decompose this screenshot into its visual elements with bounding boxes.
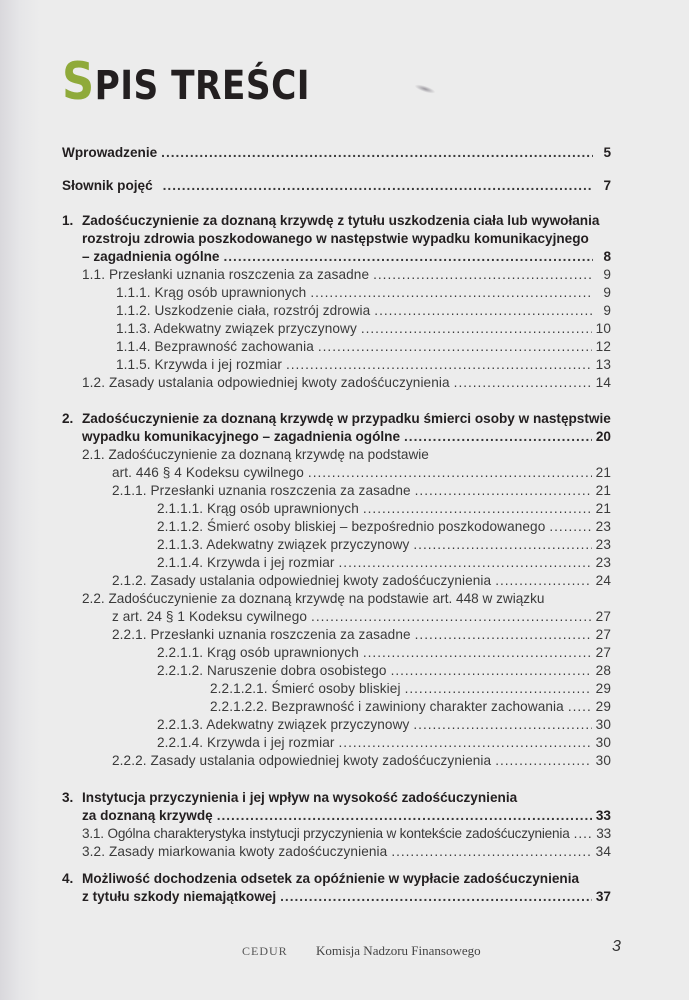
toc-entry-glossary[interactable] [62,177,611,195]
toc-label: 2.2.1.1. Krąg osób uprawnionych [157,645,359,660]
toc-label: art. 446 § 4 Kodeksu cywilnego [112,465,304,480]
toc-entry-2-2-1-2[interactable] [157,662,611,680]
toc-label: 2.2.1.3. Adekwatny związek przyczynowy [157,717,410,732]
toc-chapter-2-heading[interactable] [62,410,611,428]
toc-page: 30 [595,717,611,732]
toc-page: 29 [595,699,611,714]
leader-dots [374,302,593,320]
toc-label: 1.1. Przesłanki uznania roszczenia za zasadne [82,267,370,282]
toc-page: 37 [595,889,611,904]
toc-page: 30 [595,735,611,750]
toc-entry-chapter-2[interactable] [82,428,611,446]
leader-dots [217,807,592,825]
scan-edge-shadow [0,0,40,1000]
toc-entry-1-1-1[interactable] [116,284,611,302]
toc-page: 33 [596,826,611,841]
toc-entry-1-2[interactable] [82,374,611,392]
toc-label: 3.2. Zasady miarkowania kwoty zadośćuczynienia [82,844,388,859]
toc-chapter-1-line-2[interactable] [82,230,589,248]
leader-dots [310,284,593,302]
toc-label: z tytułu szkody niemajątkowej [82,889,277,904]
leader-dots [339,734,592,752]
toc-page: 23 [595,519,611,534]
leader-dots [495,572,591,590]
toc-entry-2-1-heading[interactable] [82,446,429,464]
toc-label: 1.1.1. Krąg osób uprawnionych [116,285,307,300]
leader-dots [308,464,592,482]
leader-dots [280,888,592,906]
toc-label: 1.1.5. Krzywda i jej rozmiar [116,357,282,372]
toc-label: 1.2. Zasady ustalania odpowiedniej kwoty zadośćuczynienia [82,375,450,390]
leader-dots [373,266,593,284]
toc-line: Możliwość dochodzenia odsetek za opóźnienie w wypłacie zadośćuczynienia [82,871,580,886]
toc-label: 2.1.1. Przesłanki uznania roszczenia za zasadne [112,483,411,498]
leader-dots [549,518,591,536]
toc-label: 2.2.2. Zasady ustalania odpowiedniej kwoty zadośćuczynienia [112,753,492,768]
leader-dots [318,338,592,356]
toc-page: 30 [595,753,611,768]
toc-entry-2-2-1-2-1[interactable] [210,680,611,698]
toc-entry-2-2-1-3[interactable] [157,716,611,734]
leader-dots [161,144,593,162]
toc-entry-2-1-1-3[interactable] [157,536,611,554]
toc-line: 2.2. Zadośćuczynienie za doznaną krzywdę na podstawie art. 448 w związku [82,591,545,606]
toc-page: 14 [595,375,611,390]
toc-line: Instytucja przyczynienia i jej wpływ na wysokość zadośćuczynienia [82,790,518,805]
toc-entry-2-1[interactable] [112,464,611,482]
footer-page-number: 3 [612,938,621,955]
scan-smudge [414,83,437,96]
toc-label: Wprowadzenie [62,145,158,160]
toc-entry-2-1-2[interactable] [112,572,611,590]
toc-page: 28 [595,663,611,678]
toc-label: 2.2.1.2.1. Śmierć osoby bliskiej [210,681,401,696]
toc-page: 5 [603,145,611,160]
toc-line: Zadośćuczynienie za doznaną krzywdę w przypadku śmierci osoby w następstwie [82,411,611,426]
leader-dots [568,698,592,716]
leader-dots [454,374,592,392]
toc-page: 21 [595,501,611,516]
footer-organization: Komisja Nadzoru Finansowego [316,943,481,958]
toc-entry-3-2[interactable] [82,843,611,861]
toc-label: 2.2.1.2. Naruszenie dobra osobistego [157,663,387,678]
leader-dots [223,248,593,266]
toc-page: 9 [603,285,611,300]
chapter-number: 4. [62,871,74,886]
leader-dots [574,825,593,843]
leader-dots [404,428,592,446]
leader-dots [413,716,591,734]
toc-entry-2-2-heading[interactable] [82,590,544,608]
toc-label: 3.1. Ogólna charakterystyka instytucji przyczynienia w kontekście zadośćuczynienia [82,826,570,841]
toc-entry-chapter-4[interactable] [82,888,611,906]
toc-line: rozstroju zdrowia poszkodowanego w następstwie wypadku komunikacyjnego [82,231,589,246]
toc-page: 9 [603,267,611,282]
leader-dots [361,320,592,338]
chapter-number: 2. [62,411,74,426]
toc-label: wypadku komunikacyjnego – zagadnienia ogólne [82,429,401,444]
toc-entry-1-1-4[interactable] [116,338,611,356]
toc-entry-2-1-1-4[interactable] [157,554,611,572]
toc-page: 9 [603,303,611,318]
toc-entry-chapter-3[interactable] [82,807,611,825]
toc-label: 2.2.1.2.2. Bezprawność i zawiniony charakter zachowania [210,699,564,714]
toc-label: 2.1.1.2. Śmierć osoby bliskiej – bezpośrednio poszkodowanego [157,519,546,534]
toc-page: 21 [595,465,611,480]
leader-dots [163,177,593,195]
toc-line: 2.1. Zadośćuczynienie za doznaną krzywdę na podstawie [82,447,429,462]
page-title [62,52,310,112]
toc-entry-2-1-1[interactable] [112,482,611,500]
toc-page: 27 [595,645,611,660]
leader-dots [286,356,592,374]
toc-page: 23 [595,537,611,552]
toc-page: 27 [595,627,611,642]
leader-dots [311,608,592,626]
leader-dots [363,644,592,662]
toc-label: 2.2.1. Przesłanki uznania roszczenia za zasadne [112,627,411,642]
leader-dots [415,626,592,644]
toc-entry-2-2-1-4[interactable] [157,734,611,752]
toc-page: 10 [595,321,611,336]
leader-dots [339,554,592,572]
toc-page: 13 [595,357,611,372]
toc-label: 2.1.1.1. Krąg osób uprawnionych [157,501,359,516]
toc-label: 1.1.3. Adekwatny związek przyczynowy [116,321,357,336]
toc-line: Zadośćuczynienie za doznaną krzywdę z tytułu uszkodzenia ciała lub wywołania [82,213,600,228]
chapter-number: 1. [62,213,74,228]
footer-publisher: CEDUR [242,944,288,958]
toc-page: 29 [595,681,611,696]
toc-page: 24 [595,573,611,588]
leader-dots [405,680,592,698]
toc-label: 2.2.1.4. Krzywda i jej rozmiar [157,735,335,750]
toc-entry-1-1-3[interactable] [116,320,611,338]
title-initial: S [62,52,95,112]
toc-entry-2-1-1-1[interactable] [157,500,611,518]
leader-dots [391,662,592,680]
toc-entry-1-1-5[interactable] [116,356,611,374]
toc-entry-1-1-2[interactable] [116,302,611,320]
leader-dots [415,482,592,500]
toc-page: 33 [595,808,611,823]
leader-dots [413,536,591,554]
toc-page: 23 [595,555,611,570]
toc-page: 21 [595,483,611,498]
leader-dots [495,752,591,770]
toc-page: 8 [603,249,611,264]
toc-label: 1.1.2. Uszkodzenie ciała, rozstrój zdrowia [116,303,371,318]
title-rest: PIS TREŚCI [94,63,310,109]
toc-entry-1-1[interactable] [82,266,611,284]
toc-label: 1.1.4. Bezprawność zachowania [116,339,314,354]
toc-page: 7 [603,178,611,193]
toc-chapter-4-heading[interactable] [62,870,579,888]
toc-entry-2-2-2[interactable] [112,752,611,770]
toc-entry-2-2-1-2-2[interactable] [210,698,611,716]
toc-label: Słownik pojęć [62,178,153,193]
toc-label: za doznaną krzywdę [82,808,213,823]
toc-page: 12 [595,339,611,354]
toc-chapter-1-heading[interactable] [62,212,599,230]
leader-dots [363,500,592,518]
toc-entry-2-2-1-1[interactable] [157,644,611,662]
toc-label: 2.1.1.3. Adekwatny związek przyczynowy [157,537,410,552]
toc-entry-3-1[interactable] [82,825,611,843]
toc-entry-2-2[interactable] [112,608,611,626]
toc-entry-chapter-1[interactable] [82,248,611,266]
toc-label: z art. 24 § 1 Kodeksu cywilnego [112,609,308,624]
chapter-number: 3. [62,790,74,805]
toc-entry-2-2-1[interactable] [112,626,611,644]
toc-entry-2-1-1-2[interactable] [157,518,611,536]
toc-page: 27 [595,609,611,624]
toc-chapter-3-heading[interactable] [62,789,517,807]
toc-label: 2.1.2. Zasady ustalania odpowiedniej kwoty zadośćuczynienia [112,573,492,588]
toc-entry-introduction[interactable] [62,144,611,162]
leader-dots [391,843,591,861]
toc-label: – zagadnienia ogólne [82,249,220,264]
toc-page: 20 [595,429,611,444]
toc-label: 2.1.1.4. Krzywda i jej rozmiar [157,555,335,570]
toc-page: 34 [595,844,611,859]
